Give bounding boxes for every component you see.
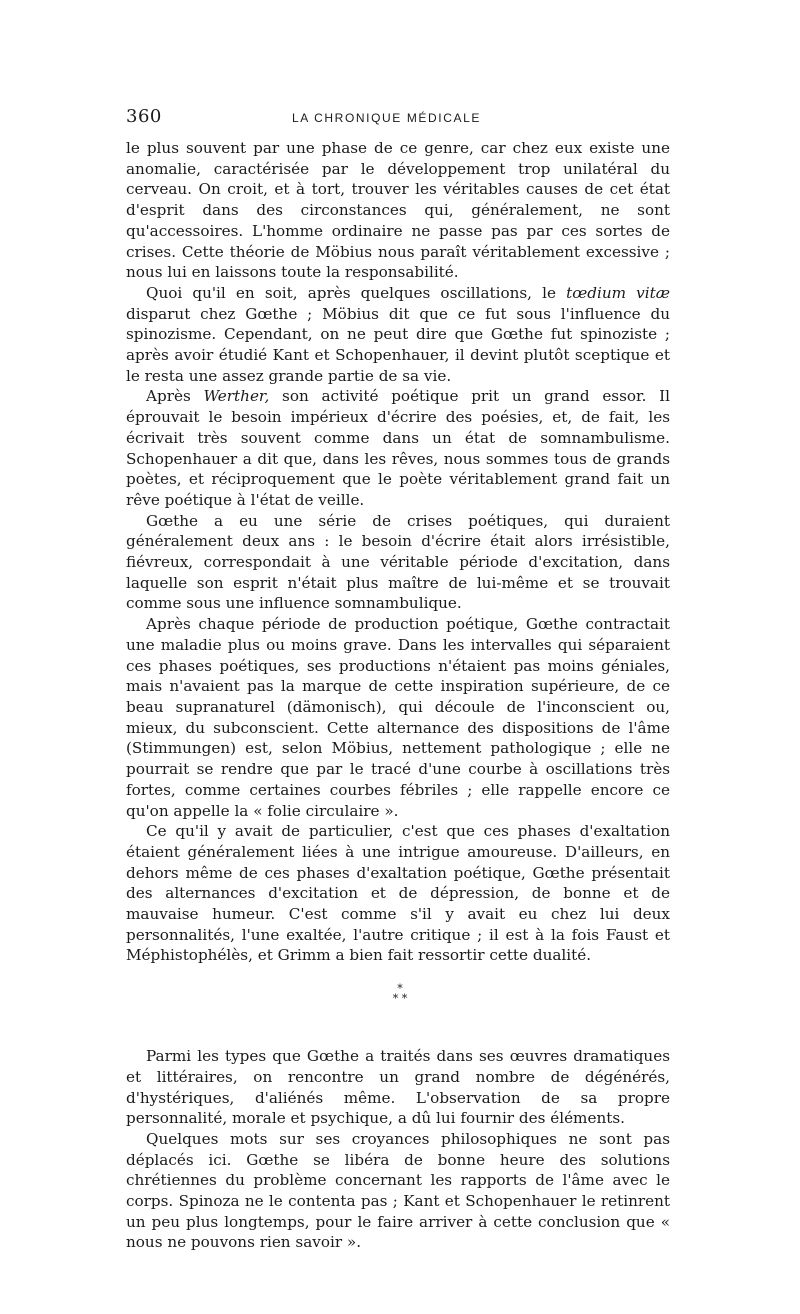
paragraph: Quelques mots sur ses croyances philosophiques ne sont pas déplacés ici. Gœthe se libéra de bonne heure des solutions chrétiennes du problème concernant les rapports de l'âme avec le corps. Spinoza ne le contenta pas ; Kant et Schopenhauer le retinrent un peu plus longtemps, pour le faire arriver à cette conclusion que « nous ne pouvons rien savoir ».: [126, 1129, 670, 1252]
section-two: [126, 1046, 670, 1253]
document-page: [126, 106, 670, 1253]
paragraph: le plus souvent par une phase de ce genre, car chez eux existe une anomalie, caractérisée par le développement trop unilatéral du cerveau. On croit, et à tort, trouver les véritables causes de cet état d'esprit dans des circonstances qui, généralement, ne sont qu'accessoires. L'homme ordinaire ne passe pas par ces sortes de crises. Cette théorie de Möbius nous paraît véritablement excessive ; nous lui en laissons toute la responsabilité.: [126, 139, 670, 282]
paragraph: Parmi les types que Gœthe a traités dans ses œuvres dramatiques et littéraires, on rencontre un grand nombre de dégénérés, d'hystériques, d'aliénés même. L'observation de sa propre personnalité, morale et psychique, a dû lui fournir des éléments.: [126, 1047, 670, 1128]
paragraph: Ce qu'il y avait de particulier, c'est que ces phases d'exaltation étaient généralement liées à une intrigue amoureuse. D'ailleurs, en dehors même de ces phases d'exaltation poétique, Gœthe présentait des alternances d'excitation et de dépression, de bonne et de mauvaise humeur. C'est comme s'il y avait eu chez lui deux personnalités, l'une exaltée, l'autre critique ; il est à la fois Faust et Méphistophélès, et Grimm a bien fait ressortir cette dualité.: [126, 822, 670, 965]
paragraph: [126, 283, 670, 387]
paragraph-text: son activité poétique prit un grand essor. Il éprouvait le besoin impérieux d'écrire des poésies, et, de fait, les écrivait très souvent comme dans un état de somnambulisme. Schopenhauer a dit que, dans les rêves, nous sommes tous de grands poètes, et réciproquement que le poète véritablement grand fait un rêve poétique à l'état de veille.: [126, 387, 670, 509]
italic-phrase: Werther,: [203, 387, 270, 406]
section-separator: [126, 980, 670, 1046]
paragraph-text: Quoi qu'il en soit, après quelques oscillations, le: [146, 283, 567, 302]
page-number: 360: [126, 106, 162, 127]
asterism-bottom: * *: [392, 992, 408, 1006]
asterism: [388, 984, 412, 1004]
paragraph: Après chaque période de production poétique, Gœthe contractait une maladie plus ou moins grave. Dans les intervalles qui séparaient ces phases poétiques, ses productions n'étaient pas moins géniales, mais n'avaient pas la marque de cette inspiration supérieure, de ce beau supranaturel (dämonisch), qui découle de l'inconscient ou, mieux, du subconscient. Cette alternance des dispositions de l'âme (Stimmungen) est, selon Möbius, nettement pathologique ; elle ne pourrait se rendre que par le tracé d'une courbe à oscillations très fortes, comme certaines courbes fébriles ; elle rappelle encore ce qu'on appelle la « folie circulaire ».: [126, 615, 670, 820]
italic-phrase: tœdium vitæ: [566, 283, 670, 302]
asterism-top: *: [397, 982, 403, 996]
paragraph: Gœthe a eu une série de crises poétiques, qui duraient généralement deux ans : le besoin d'écrire était alors irrésistible, fiévreux, correspondait à une véritable période d'excitation, dans laquelle son esprit n'était plus maître de lui-même et se trouvait comme sous une influence somnambulique.: [126, 511, 670, 613]
paragraph-text: disparut chez Gœthe ; Möbius dit que ce fut sous l'influence du spinozisme. Cependant, on ne peut dire que Gœthe fut spinoziste ; après avoir étudié Kant et Schopenhauer, il devint plutôt sceptique et le resta une assez grande partie de sa vie.: [126, 304, 670, 385]
paragraph: [126, 386, 670, 510]
journal-title: LA CHRONIQUE MÉDICALE: [292, 111, 481, 125]
section-one: [126, 138, 670, 966]
paragraph-text: Après: [146, 387, 204, 406]
running-head: [126, 106, 670, 132]
